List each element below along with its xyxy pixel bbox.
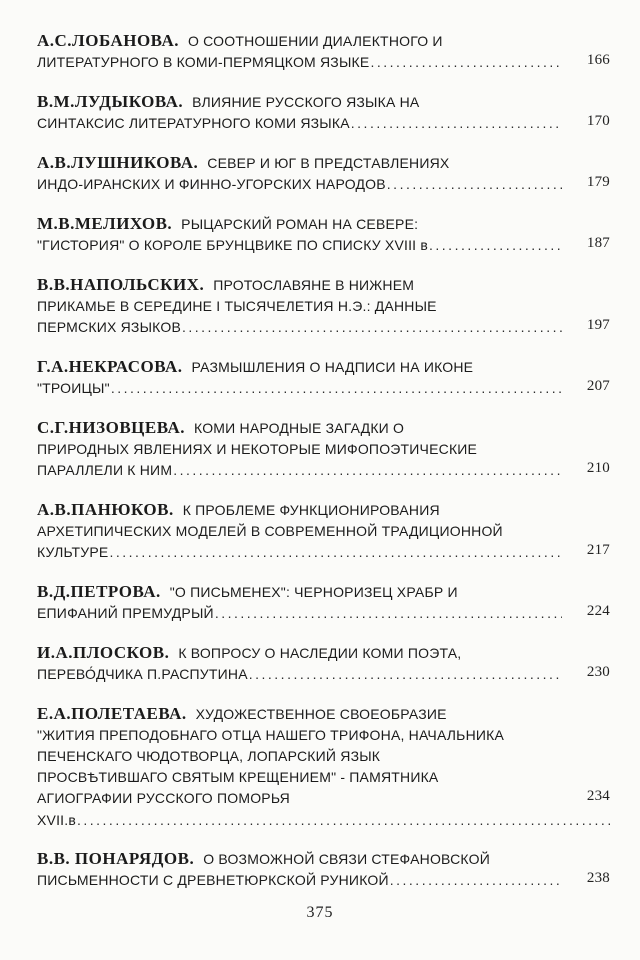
- entry-first-line: [37, 417, 610, 439]
- entry-mid-line: [37, 296, 610, 317]
- entry-first-line: [37, 356, 610, 378]
- toc-entry: [37, 581, 610, 625]
- toc-entry: [37, 848, 610, 892]
- title-text: ПАРАЛЛЕЛИ К НИМ: [37, 462, 173, 478]
- title-text: ПЕРМСКИХ ЯЗЫКОВ: [37, 319, 181, 335]
- entry-last-line: [37, 870, 610, 892]
- page-number: 170: [586, 113, 610, 129]
- title-text: К ПРОБЛЕМЕ ФУНКЦИОНИРОВАНИЯ: [182, 502, 440, 518]
- entry-mid-line: [37, 521, 610, 542]
- page-number: 234: [586, 788, 610, 804]
- title-text: СИНТАКСИС ЛИТЕРАТУРНОГО КОМИ ЯЗЫКА: [37, 115, 350, 131]
- entry-first-line: [37, 213, 610, 235]
- entry-tail-line: [37, 810, 610, 831]
- author-name: М.В.МЕЛИХОВ.: [37, 214, 173, 233]
- entry-first-line: [37, 91, 610, 113]
- title-text: КУЛЬТУРЕ: [37, 544, 109, 560]
- leader-dots: [173, 460, 562, 481]
- page-number: 224: [586, 603, 610, 619]
- entry-last-line: [37, 664, 610, 686]
- title-text: ПЕРЕВО́ДЧИКА П.РАСПУТИНА: [37, 666, 248, 682]
- title-text: XVII.в: [37, 812, 76, 828]
- toc-entry: [37, 274, 610, 339]
- entry-first-line: [37, 703, 610, 725]
- title-text: К ВОПРОСУ О НАСЛЕДИИ КОМИ ПОЭТА,: [178, 645, 462, 661]
- entry-last-line: [37, 174, 610, 196]
- entry-first-line: [37, 642, 610, 664]
- leader-dots: [387, 174, 562, 195]
- title-text: АГИОГРАФИИ РУССКОГО ПОМОРЬЯ: [37, 790, 290, 806]
- footer-page-number: 375: [306, 904, 334, 921]
- title-text: ХУДОЖЕСТВЕННОЕ СВОЕОБРАЗИЕ: [195, 706, 447, 722]
- toc-entry: [37, 642, 610, 686]
- author-name: А.С.ЛОБАНОВА.: [37, 31, 179, 50]
- title-text: "ТРОИЦЫ": [37, 380, 110, 396]
- title-text: ПРИКАМЬЕ В СЕРЕДИНЕ I ТЫСЯЧЕЛЕТИЯ Н.Э.: ДАННЫЕ: [37, 298, 437, 314]
- author-name: С.Г.НИЗОВЦЕВА.: [37, 418, 186, 437]
- entry-first-line: [37, 30, 610, 52]
- page-number: 187: [586, 235, 610, 251]
- toc-entry: [37, 152, 610, 196]
- toc-entry: [37, 499, 610, 564]
- leader-dots: [249, 664, 562, 685]
- leader-dots: [215, 603, 562, 624]
- title-text: О ВОЗМОЖНОЙ СВЯЗИ СТЕФАНОВСКОЙ: [203, 851, 490, 867]
- entry-last-line: [37, 113, 610, 135]
- author-name: В.Д.ПЕТРОВА.: [37, 582, 161, 601]
- leader-dots: [109, 542, 562, 563]
- entry-first-line: [37, 274, 610, 296]
- leader-dots: [390, 870, 562, 891]
- title-text: ПРИРОДНЫХ ЯВЛЕНИЯХ И НЕКОТОРЫЕ МИФОПОЭТИЧЕСКИЕ: [37, 441, 478, 457]
- leader-dots: [351, 113, 562, 134]
- page-number: 217: [586, 542, 610, 558]
- title-text: РАЗМЫШЛЕНИЯ О НАДПИСИ НА ИКОНЕ: [191, 359, 474, 375]
- title-text: "ГИСТОРИЯ" О КОРОЛЕ БРУНЦВИКЕ ПО СПИСКУ XVIII в: [37, 237, 429, 253]
- entry-page-line: [37, 788, 610, 810]
- author-name: В.М.ЛУДЫКОВА.: [37, 92, 184, 111]
- toc-entry: [37, 356, 610, 400]
- entry-first-line: [37, 581, 610, 603]
- author-name: Г.А.НЕКРАСОВА.: [37, 357, 183, 376]
- entry-last-line: [37, 52, 610, 74]
- title-text: ПЕЧЕНСКАГО ЧЮДОТВОРЦА, ЛОПАРСКИЙ ЯЗЫК: [37, 748, 381, 764]
- page-number: 238: [586, 870, 610, 886]
- page-number: 197: [586, 317, 610, 333]
- entry-last-line: [37, 542, 610, 564]
- title-text: СЕВЕР И ЮГ В ПРЕДСТАВЛЕНИЯХ: [207, 155, 450, 171]
- author-name: А.В.ЛУШНИКОВА.: [37, 153, 199, 172]
- toc-entry: [37, 213, 610, 257]
- toc-entry: [37, 91, 610, 135]
- title-text: ВЛИЯНИЕ РУССКОГО ЯЗЫКА НА: [192, 94, 420, 110]
- title-text: ЛИТЕРАТУРНОГО В КОМИ-ПЕРМЯЦКОМ ЯЗЫКЕ: [37, 54, 370, 70]
- title-text: АРХЕТИПИЧЕСКИХ МОДЕЛЕЙ В СОВРЕМЕННОЙ ТРАДИЦИОННОЙ: [37, 523, 503, 539]
- author-name: В.В.НАПОЛЬСКИХ.: [37, 275, 205, 294]
- leader-dots: [370, 52, 562, 73]
- leader-dots: [77, 810, 610, 831]
- entry-last-line: [37, 235, 610, 257]
- title-text: "О ПИСЬМЕНЕХ": ЧЕРНОРИЗЕЦ ХРАБР И: [169, 584, 458, 600]
- title-text: О СООТНОШЕНИИ ДИАЛЕКТНОГО И: [187, 33, 443, 49]
- entry-last-line: [37, 460, 610, 482]
- title-text: КОМИ НАРОДНЫЕ ЗАГАДКИ О: [194, 420, 405, 436]
- entry-last-line: [37, 317, 610, 339]
- entry-first-line: [37, 152, 610, 174]
- author-name: А.В.ПАНЮКОВ.: [37, 500, 174, 519]
- entry-mid-line: [37, 725, 610, 746]
- author-name: В.В. ПОНАРЯДОВ.: [37, 849, 195, 868]
- title-text: ЕПИФАНИЙ ПРЕМУДРЫЙ: [37, 605, 214, 621]
- page-number: 210: [586, 460, 610, 476]
- page-number: 207: [586, 378, 610, 394]
- page-number: 166: [586, 52, 610, 68]
- entry-last-line: [37, 378, 610, 400]
- title-text: РЫЦАРСКИЙ РОМАН НА СЕВЕРЕ:: [181, 216, 419, 232]
- entry-first-line: [37, 848, 610, 870]
- page-number: 179: [586, 174, 610, 190]
- entry-mid-line: [37, 746, 610, 767]
- entry-mid-line: [37, 767, 610, 788]
- toc-entry: [37, 30, 610, 74]
- title-text: ИНДО-ИРАНСКИХ И ФИННО-УГОРСКИХ НАРОДОВ: [37, 176, 386, 192]
- entry-mid-line: [37, 439, 610, 460]
- toc-entry: [37, 703, 610, 831]
- title-text: ПРОТОСЛАВЯНЕ В НИЖНЕМ: [213, 277, 415, 293]
- leader-dots: [429, 235, 562, 256]
- author-name: И.А.ПЛОСКОВ.: [37, 643, 170, 662]
- title-text: ПИСЬМЕННОСТИ С ДРЕВНЕТЮРКСКОЙ РУНИКОЙ: [37, 872, 389, 888]
- title-text: ПРОСВѢТИВШАГО СВЯТЫМ КРЕЩЕНИЕМ" - ПАМЯТНИКА: [37, 769, 439, 785]
- author-name: Е.А.ПОЛЕТАЕВА.: [37, 704, 187, 723]
- entry-first-line: [37, 499, 610, 521]
- entry-last-line: [37, 603, 610, 625]
- leader-dots: [182, 317, 562, 338]
- leader-dots: [111, 378, 562, 399]
- page-number: 230: [586, 664, 610, 680]
- title-text: "ЖИТИЯ ПРЕПОДОБНАГО ОТЦА НАШЕГО ТРИФОНА, НАЧАЛЬНИКА: [37, 727, 505, 743]
- toc-entry: [37, 417, 610, 482]
